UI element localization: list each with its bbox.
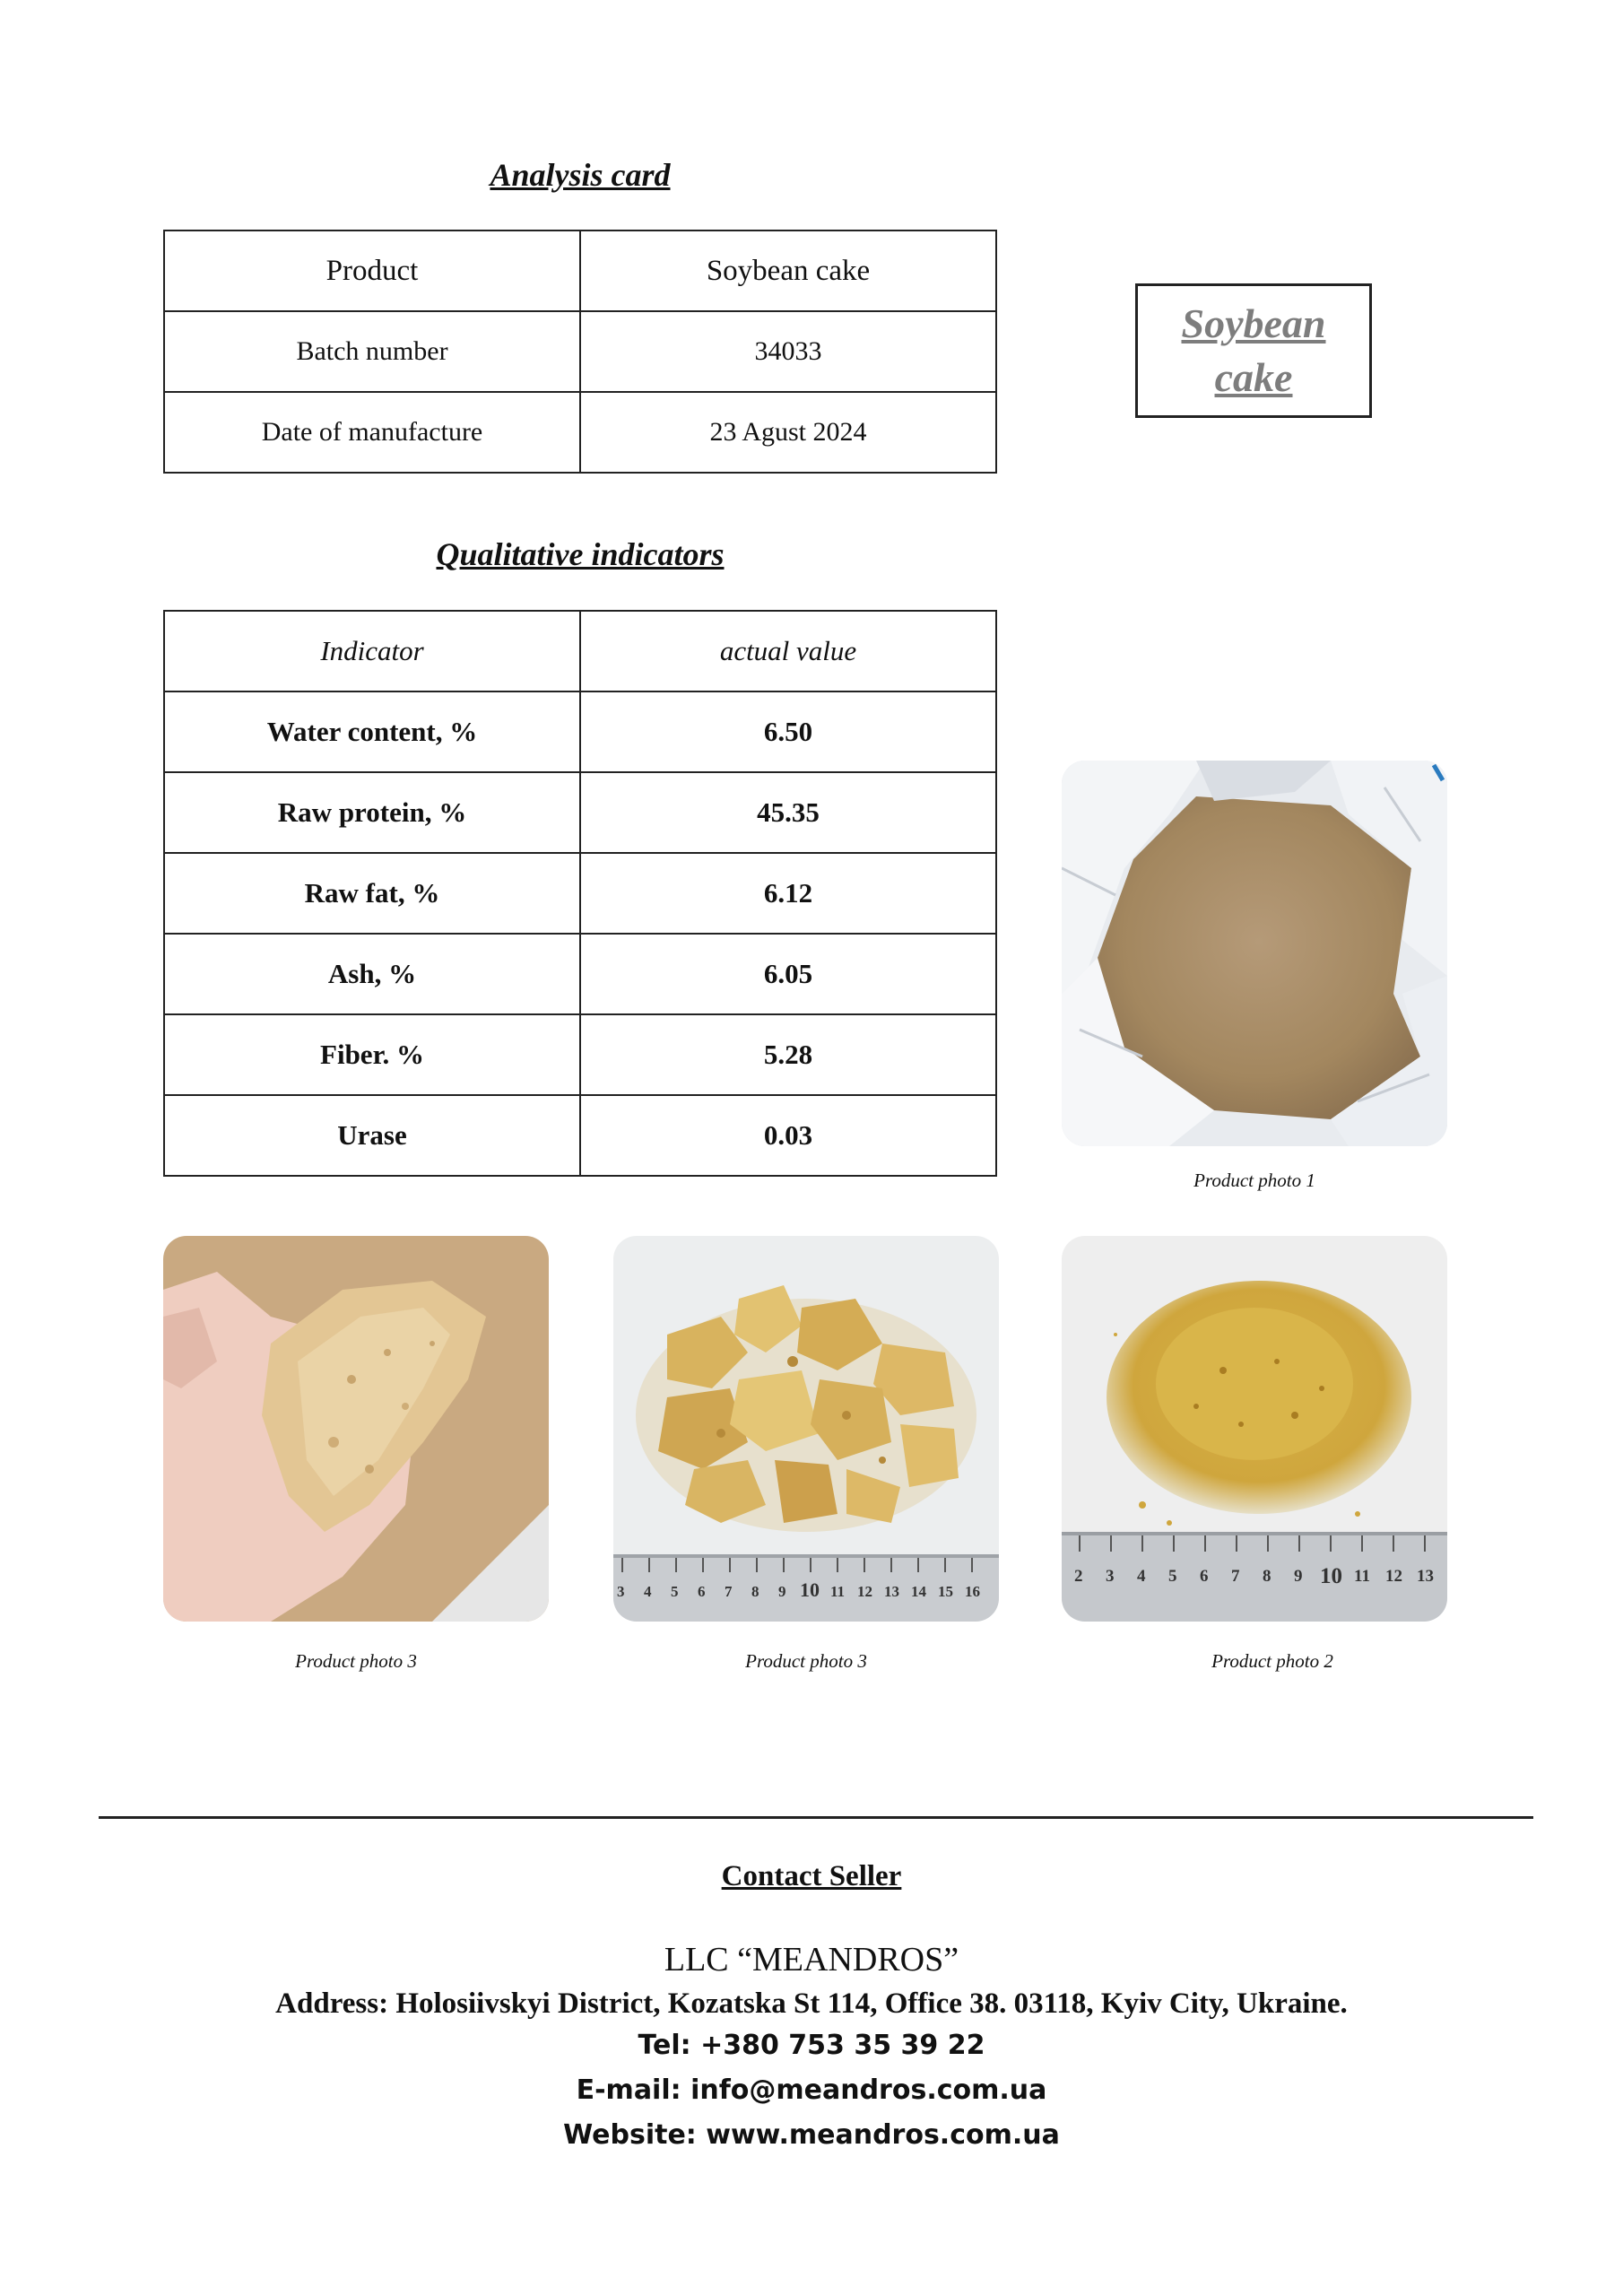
ruler-number: 2 xyxy=(1074,1567,1083,1586)
product-photo-chunks xyxy=(613,1236,999,1622)
company-email[interactable]: E-mail: info@meandros.com.ua xyxy=(576,2074,1047,2106)
company-address: Address: Holosiivskyi District, Kozatska St 114, Office 38. 03118, Kyiv City, Ukraine. xyxy=(275,1987,1348,2020)
ruler-number: 14 xyxy=(911,1583,926,1600)
indicator-name: Raw protein, % xyxy=(164,772,580,853)
ruler-number: 13 xyxy=(1417,1567,1434,1586)
ruler-number: 4 xyxy=(1137,1567,1146,1586)
qualitative-indicators-title: Qualitative indicators xyxy=(436,536,725,572)
divider xyxy=(99,1816,1533,1819)
ruler-number: 12 xyxy=(1385,1567,1402,1586)
indicator-name: Water content, % xyxy=(164,691,580,772)
indicator-name: Fiber. % xyxy=(164,1014,580,1095)
table-row xyxy=(164,311,996,392)
ruler-number: 3 xyxy=(617,1583,625,1600)
product-photo-pile xyxy=(1062,1236,1447,1622)
manufacture-date-value: 23 Agust 2024 xyxy=(580,392,996,473)
ruler-number: 11 xyxy=(1354,1567,1370,1586)
indicator-value: 6.05 xyxy=(580,934,996,1014)
indicator-value: 45.35 xyxy=(580,772,996,853)
product-photo-1 xyxy=(1062,761,1447,1146)
table-row xyxy=(164,1095,996,1176)
product-name-line-1: Soybean xyxy=(1181,300,1326,346)
photo-1-caption: Product photo 1 xyxy=(1193,1170,1315,1191)
table-row xyxy=(164,230,996,311)
table-row xyxy=(164,691,996,772)
ruler-number: 6 xyxy=(698,1583,706,1600)
manufacture-date-label: Date of manufacture xyxy=(164,392,580,473)
table-row xyxy=(164,392,996,473)
ruler-number: 7 xyxy=(1231,1567,1240,1586)
indicator-value: 5.28 xyxy=(580,1014,996,1095)
batch-number-label: Batch number xyxy=(164,311,580,392)
indicator-name: Ash, % xyxy=(164,934,580,1014)
batch-number-value: 34033 xyxy=(580,311,996,392)
actual-value-header: actual value xyxy=(580,611,996,691)
product-value: Soybean cake xyxy=(580,230,996,311)
indicator-value: 6.50 xyxy=(580,691,996,772)
company-phone: Tel: +380 753 35 39 22 xyxy=(638,2030,985,2061)
ruler-number: 10 xyxy=(800,1578,820,1601)
ruler-number: 3 xyxy=(1106,1567,1115,1586)
indicator-value: 6.12 xyxy=(580,853,996,934)
table-header-row xyxy=(164,611,996,691)
table-row xyxy=(164,772,996,853)
table-row xyxy=(164,934,996,1014)
indicator-name: Raw fat, % xyxy=(164,853,580,934)
indicator-value: 0.03 xyxy=(580,1095,996,1176)
ruler-number: 9 xyxy=(778,1583,786,1600)
photo-hand-caption: Product photo 3 xyxy=(295,1650,417,1672)
photo-pile-caption: Product photo 2 xyxy=(1211,1650,1333,1672)
ruler-number: 16 xyxy=(965,1583,980,1600)
table-row xyxy=(164,853,996,934)
ruler-number: 6 xyxy=(1200,1567,1209,1586)
ruler-number: 11 xyxy=(830,1583,846,1600)
product-label: Product xyxy=(164,230,580,311)
photo-chunks-caption: Product photo 3 xyxy=(745,1650,867,1672)
product-photo-hand xyxy=(163,1236,549,1622)
product-name-box xyxy=(1135,283,1372,418)
ruler-number: 15 xyxy=(938,1583,953,1600)
ruler-number: 9 xyxy=(1294,1567,1303,1586)
analysis-card-table xyxy=(163,230,997,474)
analysis-card-title: Analysis card xyxy=(490,157,671,193)
ruler-number: 8 xyxy=(1263,1567,1271,1586)
company-name: LLC “MEANDROS” xyxy=(664,1941,959,1979)
indicator-header: Indicator xyxy=(164,611,580,691)
indicator-name: Urase xyxy=(164,1095,580,1176)
table-row xyxy=(164,1014,996,1095)
contact-seller-title: Contact Seller xyxy=(721,1860,902,1892)
ruler-number: 12 xyxy=(857,1583,872,1600)
ruler-number: 13 xyxy=(884,1583,899,1600)
ruler-number: 10 xyxy=(1320,1564,1342,1588)
product-name-line-2: cake xyxy=(1214,354,1293,400)
ruler-number: 7 xyxy=(725,1583,733,1600)
ruler-number: 5 xyxy=(1168,1567,1177,1586)
ruler-number: 8 xyxy=(751,1583,759,1600)
qualitative-indicators-table xyxy=(163,610,997,1177)
ruler-number: 4 xyxy=(644,1583,652,1600)
company-website[interactable]: Website: www.meandros.com.ua xyxy=(563,2119,1060,2151)
ruler-number: 5 xyxy=(671,1583,679,1600)
